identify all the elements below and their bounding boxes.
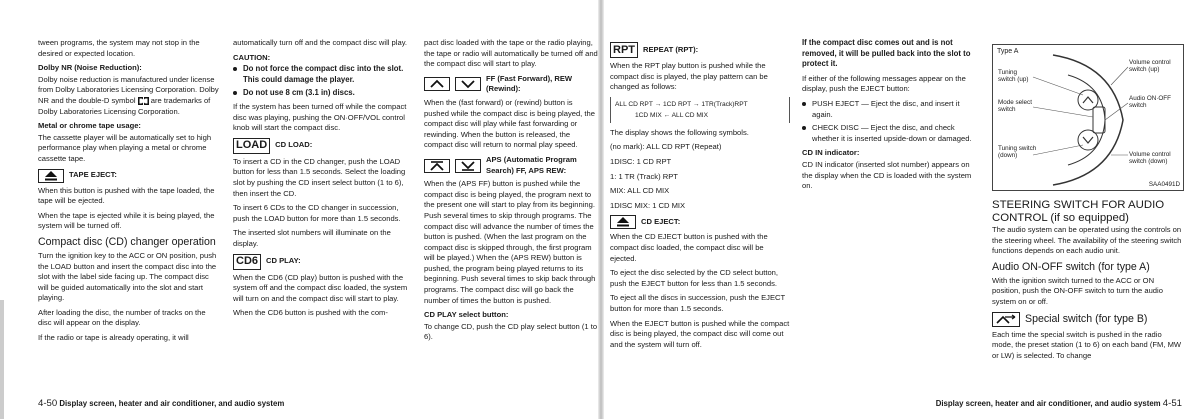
cd6-button-icon: CD6 (233, 254, 261, 270)
paragraph: The inserted slot numbers will illuminate on the display. (233, 228, 391, 248)
rewind-icon (455, 77, 481, 91)
volume-down-label: Volume control switch (down) (1129, 151, 1171, 165)
page-number: 4-51 (1162, 398, 1182, 409)
paragraph: To insert a CD in the CD changer, push the LOAD button for less than 1.5 seconds. Select the loading slot by pushing the CD insert select button (1 to 6), then insert the CD. (233, 156, 406, 198)
repeat-pattern-diagram (610, 97, 790, 123)
pattern-row: ALL CD RPT → 1CD RPT → 1TR(Track)RPT (615, 100, 748, 108)
column-5 (802, 38, 980, 196)
symbol-item: MIX: ALL CD MIX (610, 186, 670, 196)
heading-audio-onoff: Audio ON-OFF switch (for type A) (992, 260, 1150, 273)
heading-cd-in-indicator: CD IN indicator: (802, 148, 860, 158)
column-4 (610, 38, 790, 354)
paragraph: The audio system can be operated using the controls on the steering wheel. The availability of the steering switch functions depends on each audio unit. (992, 225, 1182, 256)
volume-up-label: Volume control switch (up) (1129, 59, 1171, 73)
caution-bullet: Do not force the compact disc into the slot. This could damage the player. (233, 64, 411, 85)
paragraph: tween programs, the system may not stop in the desired or expected location. (38, 38, 200, 58)
repeat-heading: RPT REPEAT (RPT): (610, 42, 790, 58)
paragraph: Each time the special switch is pushed in the radio mode, the preset station (1 to 6) on each band (FM, MW or LW) is selected. To change (992, 329, 1182, 360)
heading-caution: CAUTION: (233, 52, 271, 62)
symbol-item: 1DISC: 1 CD RPT (610, 156, 672, 166)
diagram-type-label: Type A (997, 48, 1019, 55)
cd-eject-heading: CD EJECT: (610, 215, 790, 229)
paragraph: When the tape is ejected while it is being played, the system will be turned off. (38, 210, 215, 231)
paragraph: The display shows the following symbols. (610, 127, 749, 137)
cd-play-heading: CD6 CD PLAY: (233, 254, 411, 270)
footer-title: Display screen, heater and air conditioner, and audio system (59, 399, 285, 408)
heading-cd-changer: Compact disc (CD) changer operation (38, 235, 216, 248)
tuning-down-label: Tuning switch (down) (998, 145, 1037, 159)
bullet-dot (802, 126, 806, 130)
caution-bullet: Do not use 8 cm (3.1 in) discs. (233, 88, 411, 99)
tuning-up-label: Tuning switch (up) (998, 69, 1029, 83)
double-d-icon (138, 97, 149, 105)
message-bullet: CHECK DISC — Eject the disc, and check whether it is inserted upside-down or damaged. (802, 123, 980, 144)
symbol-item: (no mark): ALL CD RPT (Repeat) (610, 142, 722, 152)
paragraph: pact disc loaded with the tape or the radio playing, the tape or radio will automatically be turned off and the compact disc will start to play. (424, 38, 598, 69)
tape-eject-heading: TAPE EJECT: (38, 169, 221, 183)
column-1 (38, 38, 221, 348)
symbol-item: 1: 1 TR (Track) RPT (610, 171, 678, 181)
message-bullet: PUSH EJECT — Eject the disc, and insert it again. (802, 99, 980, 120)
heading-dolby-nr: Dolby NR (Noise Reduction): (38, 63, 142, 73)
paragraph: When the CD6 (CD play) button is pushed with the system off and the compact disc loaded, the system will turn on and the compact disc will start to play. (233, 272, 408, 303)
paragraph: CD IN indicator (inserted slot number) appears on the display when the CD is loaded with the system on. (802, 159, 972, 191)
aps-heading: APS (Automatic Program Search) FF, APS REW: (424, 155, 599, 176)
paragraph: To change CD, push the CD play select button (1 to 6). (424, 321, 598, 342)
aps-ff-icon (424, 159, 450, 173)
paragraph: If either of the following messages appear on the display, push the EJECT button: (802, 73, 966, 94)
pattern-row: 1CD MIX ← ALL CD MIX (635, 111, 709, 119)
paragraph: When the EJECT button is pushed while the compact disc is being played, the compact disc will come out and the system will turn off. (610, 318, 790, 349)
mode-select-label: Mode select switch (998, 99, 1032, 113)
bullet-dot (233, 91, 237, 95)
column-6 (992, 195, 1184, 365)
bullet-dot (802, 102, 806, 106)
page-number: 4-50 (38, 398, 58, 409)
bullet-dot (233, 67, 237, 71)
aps-rew-icon (455, 159, 481, 173)
cd-load-heading: LOAD CD LOAD: (233, 138, 411, 154)
ff-rew-heading: FF (Fast Forward), REW (Rewind): (424, 74, 599, 95)
rpt-button-icon: RPT (610, 42, 638, 58)
paragraph: With the ignition switch turned to the ACC or ON position, push the ON-OFF switch to turn the audio system on or off. (992, 275, 1163, 306)
column-2 (233, 38, 411, 323)
right-footer (936, 398, 1182, 409)
paragraph: The cassette player will be automatically set to high performance play when playing a metal or chrome cassette tape. (38, 132, 212, 163)
eject-icon (610, 215, 636, 229)
paragraph: If the system has been turned off while the compact disc was playing, pushing the ON·OFF/VOL control knob will start the compact disc. (233, 101, 407, 133)
symbol-item: 1DISC MIX: 1 CD MIX (610, 200, 686, 210)
fast-forward-icon (424, 77, 450, 91)
diagram-code: SAA0491D (1148, 181, 1180, 188)
paragraph: When the CD6 button is pushed with the com- (233, 308, 388, 318)
paragraph: When the RPT play button is pushed while the compact disc is played, the play pattern can be changed as follows: (610, 61, 768, 92)
footer-title: Display screen, heater and air conditioner, and audio system (935, 399, 1161, 408)
left-footer (38, 398, 284, 409)
steering-switch-diagram (992, 44, 1184, 191)
paragraph: To eject the disc selected by the CD select button, push the EJECT button for less than 1.5 seconds. (610, 268, 778, 288)
heading-cd-play-select: CD PLAY select button: (424, 310, 509, 320)
paragraph: If the radio or tape is already operating, it will (38, 333, 189, 343)
paragraph: When this button is pushed with the tape loaded, the tape will be ejected. (38, 185, 215, 206)
paragraph: After loading the disc, the number of tracks on the disc will appear on the display. (38, 307, 206, 328)
paragraph: Turn the ignition key to the ACC or ON position, push the LOAD button and insert the compact disc into the slot with the label side facing up. The compact disc will be guided automatically into the slot and start playing. (38, 250, 217, 303)
audio-onoff-label: Audio ON·OFF switch (1129, 95, 1171, 109)
heading-tape-usage: Metal or chrome tape usage: (38, 121, 141, 131)
paragraph: To insert 6 CDs to the CD changer in succession, push the LOAD button for more than 1.5 seconds. (233, 203, 401, 223)
warning-text: If the compact disc comes out and is not removed, it will be pulled back into the slot to protect it. (802, 38, 971, 69)
column-3 (424, 38, 599, 347)
page-edge-shadow (0, 300, 4, 419)
paragraph: When the CD EJECT button is pushed with the compact disc loaded, the compact disc will be ejected. (610, 232, 768, 263)
section-title: STEERING SWITCH FOR AUDIO CONTROL (if so equipped) (992, 199, 1165, 224)
eject-icon (38, 169, 64, 183)
special-switch-heading: Special switch (for type B) (992, 312, 1184, 327)
load-button-icon: LOAD (233, 138, 270, 154)
paragraph: When the (APS FF) button is pushed while the compact disc is being played, the program next to the present one will start to play from its beginning. Push several times to skip through programs. The compact disc will advance the number of times the button is pushed. (When the last program on the compact disc is skipped through, the first program will be played.) When the (APS REW) button is pushed, the program being played returns to its beginning. Push several times to skip back through programs. The compact disc will go back the number of times the button is pushed. (424, 179, 596, 305)
paragraph: To eject all the discs in succession, push the EJECT button for more than 1.5 seconds. (610, 293, 786, 313)
paragraph: automatically turn off and the compact disc will play. (233, 38, 408, 47)
paragraph: When the (fast forward) or (rewind) button is pushed while the compact disc is being played, the compact disc will play while fast forwarding or rewinding. When the button is released, the compact disc will return to normal play speed. (424, 97, 595, 150)
paragraph: Dolby noise reduction is manufactured under license from Dolby Laboratories Licensing Corporation. Dolby NR and the double-D symbol are trademarks of Dolby Laboratories Licensing Corporation. (38, 74, 219, 116)
special-switch-icon (992, 312, 1020, 327)
